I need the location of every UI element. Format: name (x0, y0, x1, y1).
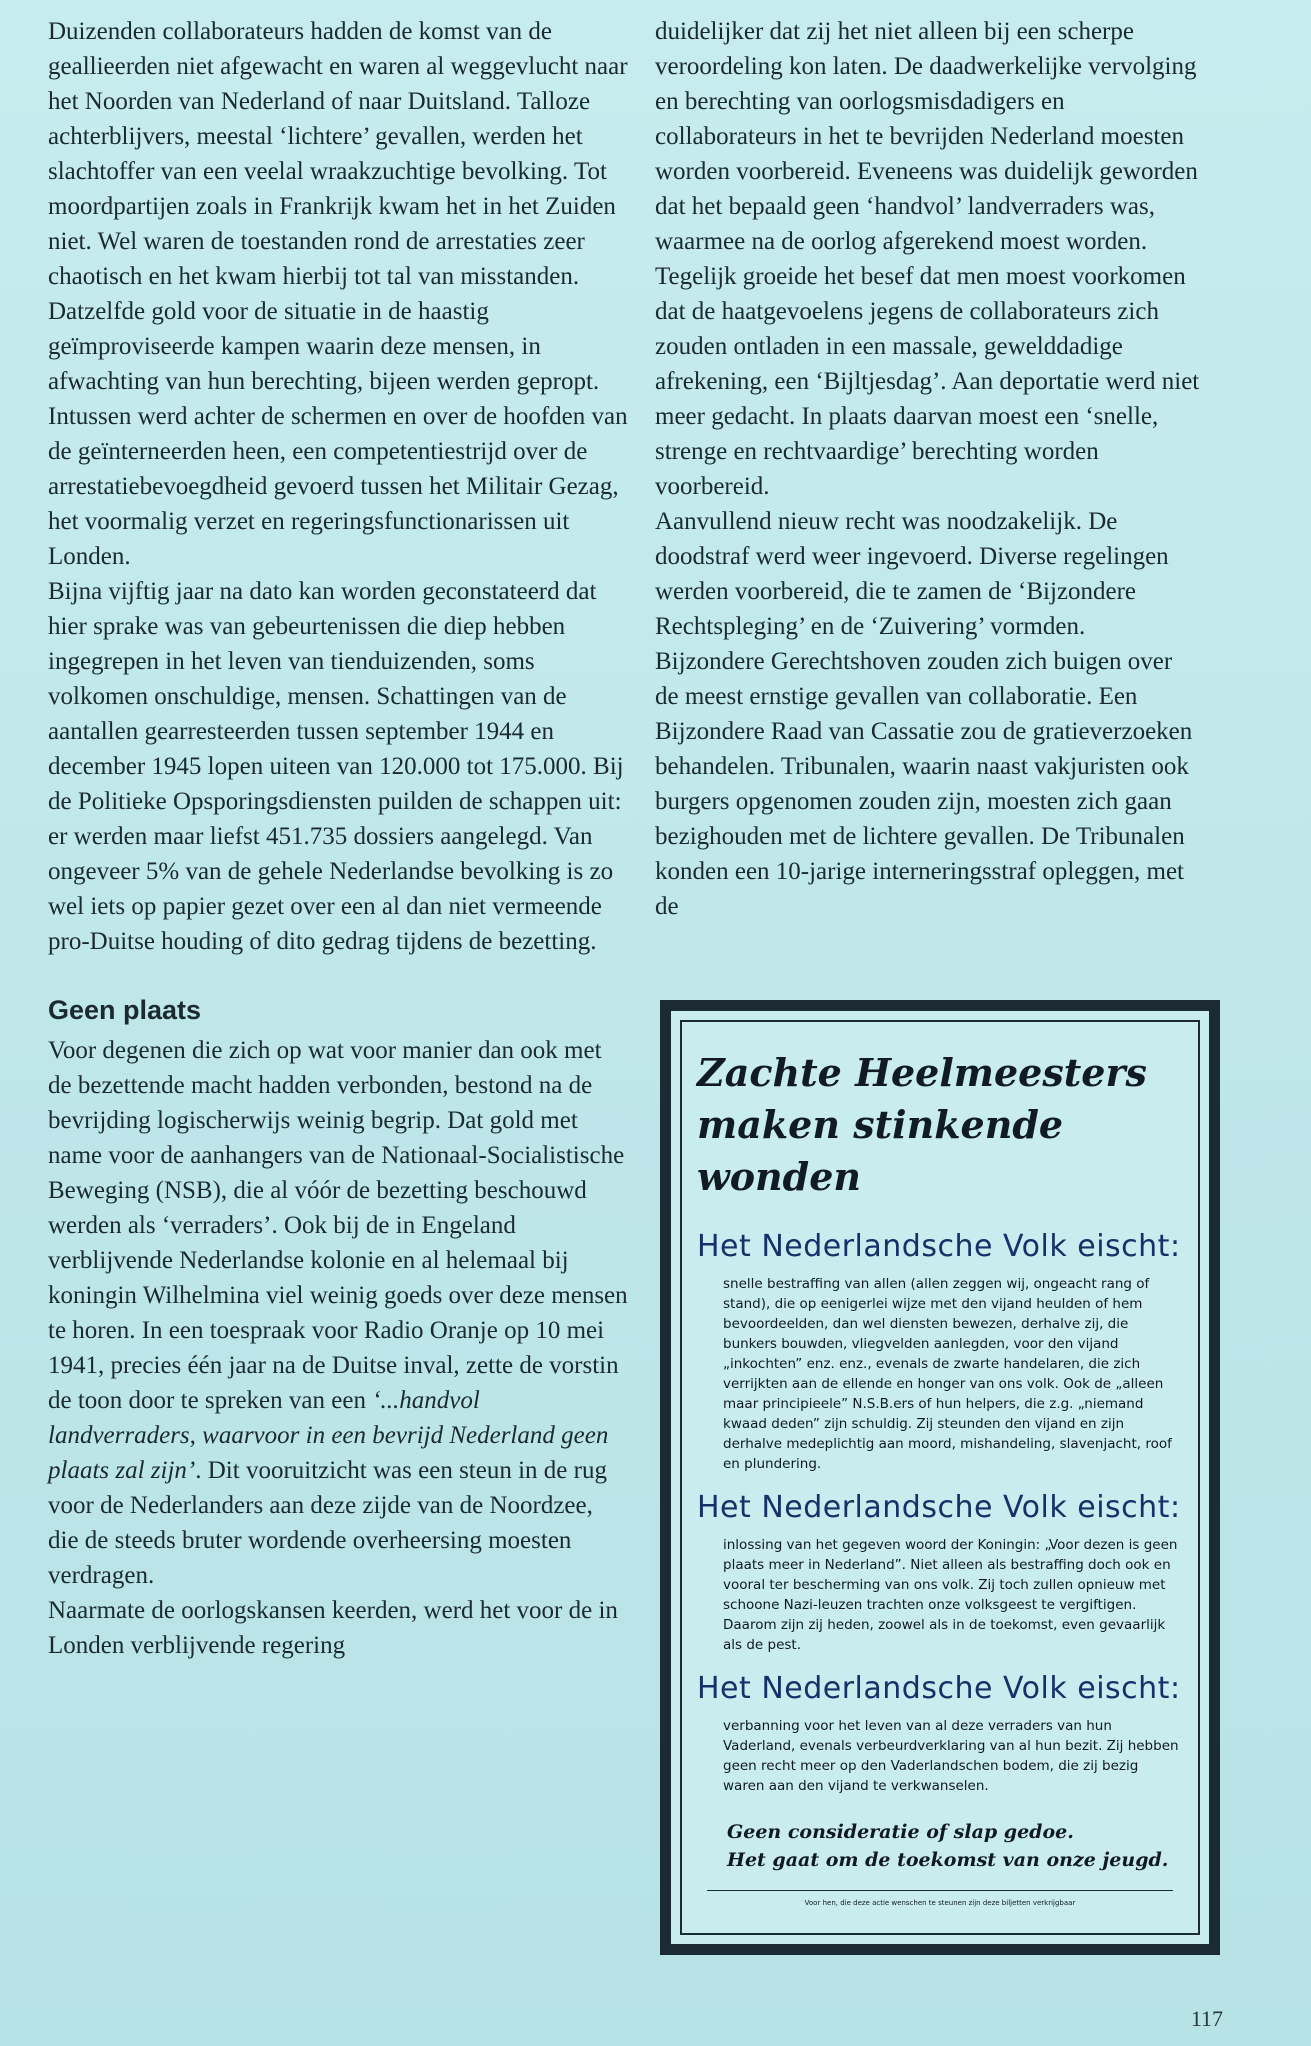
poster-title (697, 1047, 1183, 1203)
slogan-line: Geen consideratie of slap gedoe. (727, 1821, 1074, 1843)
poster-title-line: maken stinkende wonden (697, 1102, 1064, 1199)
paragraph: Bijna vijftig jaar na dato kan worden geconstateerd dat hier sprake was van gebeurtenissen die diep hebben ingegrepen in het leven van tienduizenden, soms volkomen onschuldige, mensen. Schattingen van de aantallen gearresteerden tussen september 1944 en december 1945 lopen uiteen van 120.000 tot 175.000. Bij de Politieke Opsporingsdiensten puilden de schappen uit: er werden maar liefst 451.735 dossiers aangelegd. Van ongeveer 5% van de gehele Nederlandse bevolking is zo wel iets op papier gezet over een al dan niet vermeende pro-Duitse houding of dito gedrag tijdens de bezetting. (48, 578, 624, 955)
poster-footer: Voor hen, die deze actie wenschen te steunen zijn deze biljetten verkrijgbaar (804, 1899, 1076, 1907)
paragraph (48, 1033, 628, 1593)
poster-frame (668, 1008, 1212, 1947)
quote: ‘...handvol landverraders, waarvoor in een bevrijd Nederland geen plaats zal zijn’ (48, 1387, 609, 1484)
section-heading: Geen plaats (48, 995, 202, 1025)
poster-image (660, 1000, 1220, 1955)
page-number: 117 (1190, 2006, 1223, 2031)
poster-slogan (727, 1818, 1183, 1874)
poster-section-text: snelle bestraffing van allen (allen zeggen wij, ongeacht rang of stand), die op eenigerlei wijze met den vijand heulden of hem bevoordeelden, dan wel diensten bewezen, derhalve zij, die bunkers bouwden, vliegvelden aanlegden, voor den vijand „inkochten” enz. enz., evenals de zwarte handelaren, die zich verrijkten aan de ellende en honger van ons volk. Ook de „alleen maar principieele” N.S.B.ers of hun helpers, die z.g. „niemand kwaad deden” zijn schuldig. Zij steunden den vijand en zijn derhalve medeplichtig aan moord, mishandeling, slavenjacht, roof en plundering. (723, 1276, 1172, 1472)
paragraph: duidelijker dat zij het niet alleen bij een scherpe veroordeling kon laten. De daadwerkelijke vervolging en berechting van oorlogsmisdadigers en collaborateurs in het te bevrijden Nederland moesten worden voorbereid. Eveneens was duidelijk geworden dat het bepaald geen ‘handvol’ landverraders was, waarmee na de oorlog afgerekend moest worden. Tegelijk groeide het besef dat men moest voorkomen dat de haatgevoelens jegens de collaborateurs zich zouden ontladen in een massale, gewelddadige afrekening, een ‘Bijltjesdag’. Aan deportatie werd niet meer gedacht. In plaats daarvan moest een ‘snelle, strenge en rechtvaardige’ berechting worden voorbereid. (655, 18, 1200, 500)
paragraph: Aanvullend nieuw recht was noodzakelijk. De doodstraf werd weer ingevoerd. Diverse regelingen werden voorbereid, die te zamen de ‘Bijzondere Rechtspleging’ en de ‘Zuivering’ vormden. Bijzondere Gerechtshoven zouden zich buigen over de meest ernstige gevallen van collaboratie. Een Bijzondere Raad van Cassatie zou de gratieverzoeken behandelen. Tribunalen, waarin naast vakjuristen ook burgers opgenomen zouden zijn, moesten zich gaan bezighouden met de lichtere gevallen. De Tribunalen konden een 10-jarige interneringsstraf opleggen, met de (655, 508, 1193, 920)
paragraph-text: . Dit vooruitzicht was een steun in de rug voor de Nederlanders aan deze zijde van de Noordzee, die de steeds bruter wordende overheersing moesten verdragen. (48, 1457, 607, 1589)
paragraph: Duizenden collaborateurs hadden de komst van de geallieerden niet afgewacht en waren al weggevlucht naar het Noorden van Nederland of naar Duitsland. Talloze achterblijvers, meestal ‘lichtere’ gevallen, werden het slachtoffer van een veelal wraakzuchtige bevolking. Tot moordpartijen zoals in Frankrijk kwam het in het Zuiden niet. Wel waren de toestanden rond de arrestaties zeer chaotisch en het kwam hierbij tot tal van misstanden. Datzelfde gold voor de situatie in de haastig geïmproviseerde kampen waarin deze mensen, in afwachting van hun berechting, bijeen werden gepropt. Intussen werd achter de schermen en over de hoofden van de geïnterneerden heen, een competentiestrijd over de arrestatiebevoegdheid gevoerd tussen het Militair Gezag, het voormalig verzet en regeringsfunctionarissen uit Londen. (48, 18, 628, 570)
poster-section-heading: Het Nederlandsche Volk eischt: (697, 1671, 1181, 1706)
paragraph: Naarmate de oorlogskansen keerden, werd het voor de in Londen verblijvende regering (48, 1597, 618, 1659)
poster-section-text: inlossing van het gegeven woord der Koningin: „Voor dezen is geen plaats meer in Nederland”. Niet alleen als bestraffing doch ook en vooral ter bescherming van ons volk. Zij toch zullen opnieuw met schoone Nazi-leuzen trachten onze volksgeest te vergiftigen. Daarom zijn zij heden, zoowel als in de toekomst, even gevaarlijk als de pest. (723, 1537, 1178, 1653)
poster-divider (707, 1890, 1173, 1891)
poster-section-heading: Het Nederlandsche Volk eischt: (697, 1229, 1181, 1264)
slogan-line: Het gaat om de toekomst van onze jeugd. (727, 1849, 1169, 1871)
paragraph-text: Voor degenen die zich op wat voor manier dan ook met de bezettende macht hadden verbonden, bestond na de bevrijding logischerwijs weinig begrip. Dat gold met name voor de aanhangers van de Nationaal-Socialistische Beweging (NSB), die al vóór de bezetting beschouwd werden als ‘verraders’. Ook bij de in Engeland verblijvende Nederlandse kolonie en al helemaal bij koningin Wilhelmina viel weinig goeds over deze mensen te horen. In een toespraak voor Radio Oranje op 10 mei 1941, precies één jaar na de Duitse inval, zette de vorstin de toon door te spreken van een (48, 1037, 628, 1414)
poster-section-text: verbanning voor het leven van al deze verraders van hun Vaderland, evenals verbeurdverklaring van al hun bezit. Zij hebben geen recht meer op den Vaderlandschen bodem, die zij bezig waren aan den vijand te verkwanselen. (723, 1718, 1179, 1794)
poster-title-line: Zachte Heelmeesters (697, 1050, 1147, 1095)
left-column (48, 0, 628, 2046)
poster-section-heading: Het Nederlandsche Volk eischt: (697, 1490, 1181, 1525)
